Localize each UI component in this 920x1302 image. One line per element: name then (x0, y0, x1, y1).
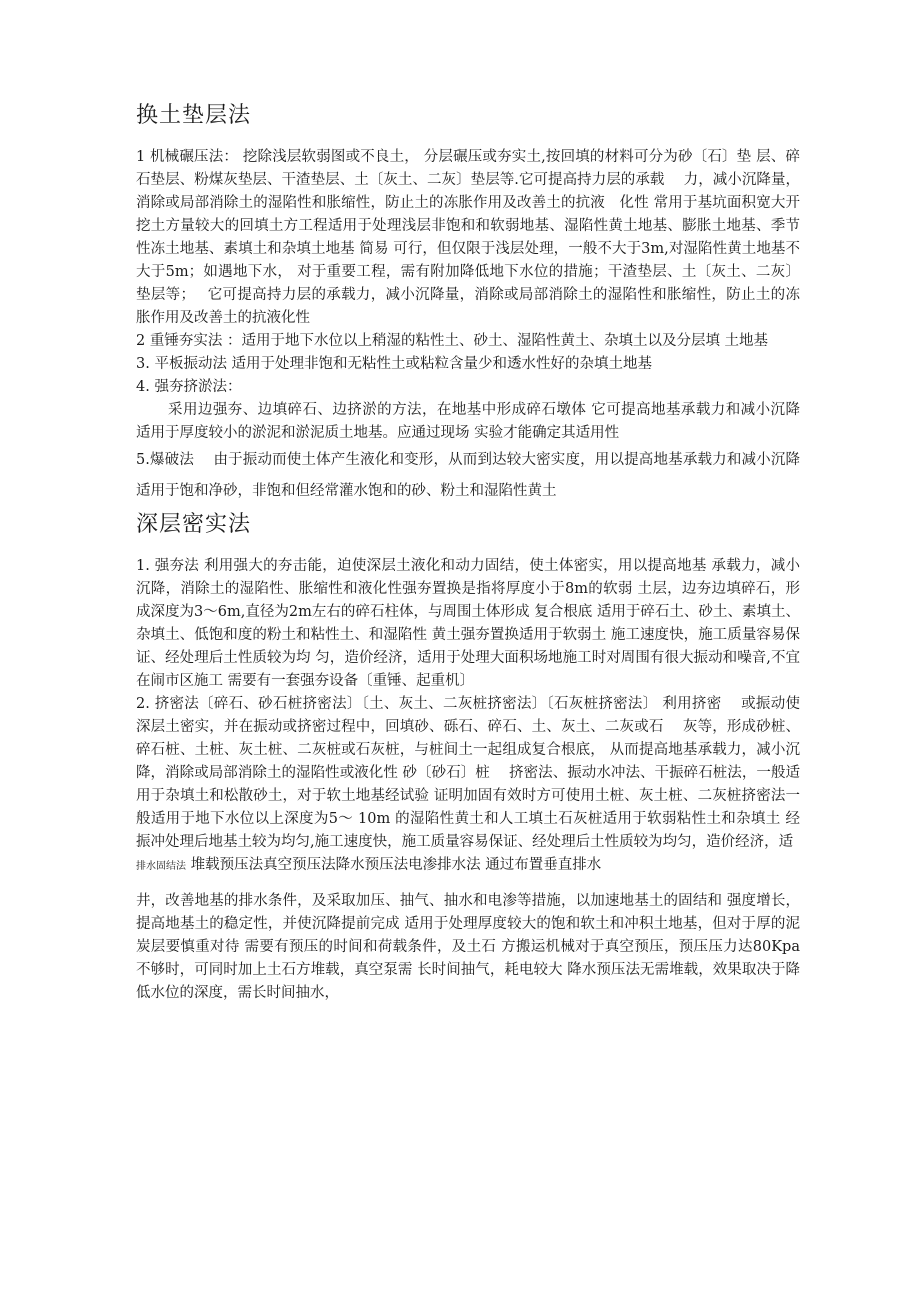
paragraph-plate-vibration: 3. 平板振动法 适用于处理非饱和无粘性土或粘粒含量少和透水性好的杂填土地基 (136, 356, 653, 372)
paragraph-dynamic-compaction: 1. 强夯法 利用强大的夯击能，迫使深层土液化和动力固结，使土体密实，用以提高地基 承载力，减小沉降，消除土的湿陷性、胀缩性和液化性强夯置换是指将厚度小于8m的软弱 土层，边夯边填碎石，形成深度为3～6m,直径为2m左右的碎石柱体，与周围土体形成 复合根底 适用于碎石土、砂土、素填土、杂填土、低饱和度的粉土和粘性土、和湿陷性 黄土强夯置换适用于软弱土 施工速度快，施工质量容易保证、经处理后土性质较为均 匀，造价经济，适用于处理大面积场地施工时对周围有很大振动和噪音,不宜在闹市区施工 需要有一套强夯设备〔重锤、起重机〕 (136, 558, 800, 689)
paragraph-drainage-methods (136, 854, 800, 878)
paragraph-compaction-piles: 2. 挤密法〔碎石、砂石桩挤密法〕〔土、灰土、二灰桩挤密法〕〔石灰桩挤密法〕 利用挤密 或振动使深层土密实，并在振动或挤密过程中，回填砂、砾石、碎石、土、灰土、二灰或石 灰等，形成砂桩、碎石桩、土桩、灰土桩、二灰桩或石灰桩，与桩间土一起组成复合根底， 从而提高地基承载力，减小沉降，消除或局部消除土的湿陷性或液化性 砂〔砂石〕桩 挤密法、振动水冲法、干振碎石桩法，一般适用于杂填土和松散砂土，对于软土地基经试验 证明加固有效时方可使用土桩、灰土桩、二灰桩挤密法一般适用于地下水位以上深度为5～ 10m 的湿陷性黄土和人工填土石灰桩适用于软弱粘性土和杂填土 经振冲处理后地基土较为均匀,施工速度快，施工质量容易保证、经处理后土性质较为均匀，造价经济，适 (136, 696, 800, 850)
drainage-methods-text: 堆载预压法真空预压法降水预压法电渗排水法 通过布置垂直排水 (190, 857, 602, 873)
paragraph-dynamic-replacement-body: 采用边强夯、边填碎石、边挤淤的方法，在地基中形成碎石墩体 它可提高地基承载力和减小沉降 适用于厚度较小的淤泥和淤泥质土地基。应通过现场 实验才能确定其适用性 (136, 402, 800, 441)
small-note-drain-b: 结法 (166, 861, 186, 872)
paragraph-dynamic-replacement-heading: 4. 强夯挤淤法： (136, 379, 242, 395)
paragraph-heavy-hammer: 2 重锤夯实法 ：适用于地下水位以上稍湿的粘性土、砂土、湿陷性黄土、杂填土以及分层填 土地基 (136, 333, 769, 349)
paragraph-blasting: 5.爆破法 由于振动而使土体产生液化和变形，从而到达较大密实度，用以提高地基承载力和减小沉降 适用于饱和净砂，非饱和但经常灌水饱和的砂、粉土和湿陷性黄土 (136, 452, 800, 499)
paragraph-preloading: 井，改善地基的排水条件，及采取加压、抽气、抽水和电渗等措施，以加速地基土的固结和 强度增长，提高地基土的稳定性，并使沉降提前完成 适用于处理厚度较大的饱和软土和冲积土地基，但对于厚的泥炭层要慎重对待 需要有预压的时间和荷载条件，及土石 方搬运机械对于真空预压，预压压力达80Kpa不够时，可同时加上土石方堆载，真空泵需 长时间抽气，耗电较大 降水预压法无需堆载，效果取决于降低水位的深度，需长时间抽水， (136, 893, 800, 1001)
small-note-drain-a: 排水固 (136, 861, 166, 872)
section-title-deep-compaction: 深层密实法 (136, 512, 252, 537)
paragraph-mechanical-compaction: 1 机械碾压法： 挖除浅层软弱图或不良土， 分层碾压或夯实土,按回填的材料可分为砂〔石〕垫 层、碎石垫层、粉煤灰垫层、干渣垫层、土〔灰土、二灰〕垫层等.它可提高持力层的承载 力，减小沉降量，消除或局部消除土的湿陷性和胀缩性，防止土的冻胀作用及改善土的抗液 化性 常用于基坑面积宽大开挖土方量较大的回填土方工程适用于处理浅层非饱和和软弱地基、湿陷性黄土地基、膨胀土地基、季节性冻土地基、素填土和杂填土地基 简易 可行，但仅限于浅层处理，一般不大于3m,对湿陷性黄土地基不大于5m；如遇地下水， 对于重要工程，需有附加降低地下水位的措施；干渣垫层、土〔灰土、二灰〕垫层等； 它可提高持力层的承载力，减小沉降量，消除或局部消除土的湿陷性和胀缩性，防止土的冻 胀作用及改善土的抗液化性 (136, 149, 820, 326)
section-title-soil-replacement: 换土垫层法 (136, 103, 252, 128)
